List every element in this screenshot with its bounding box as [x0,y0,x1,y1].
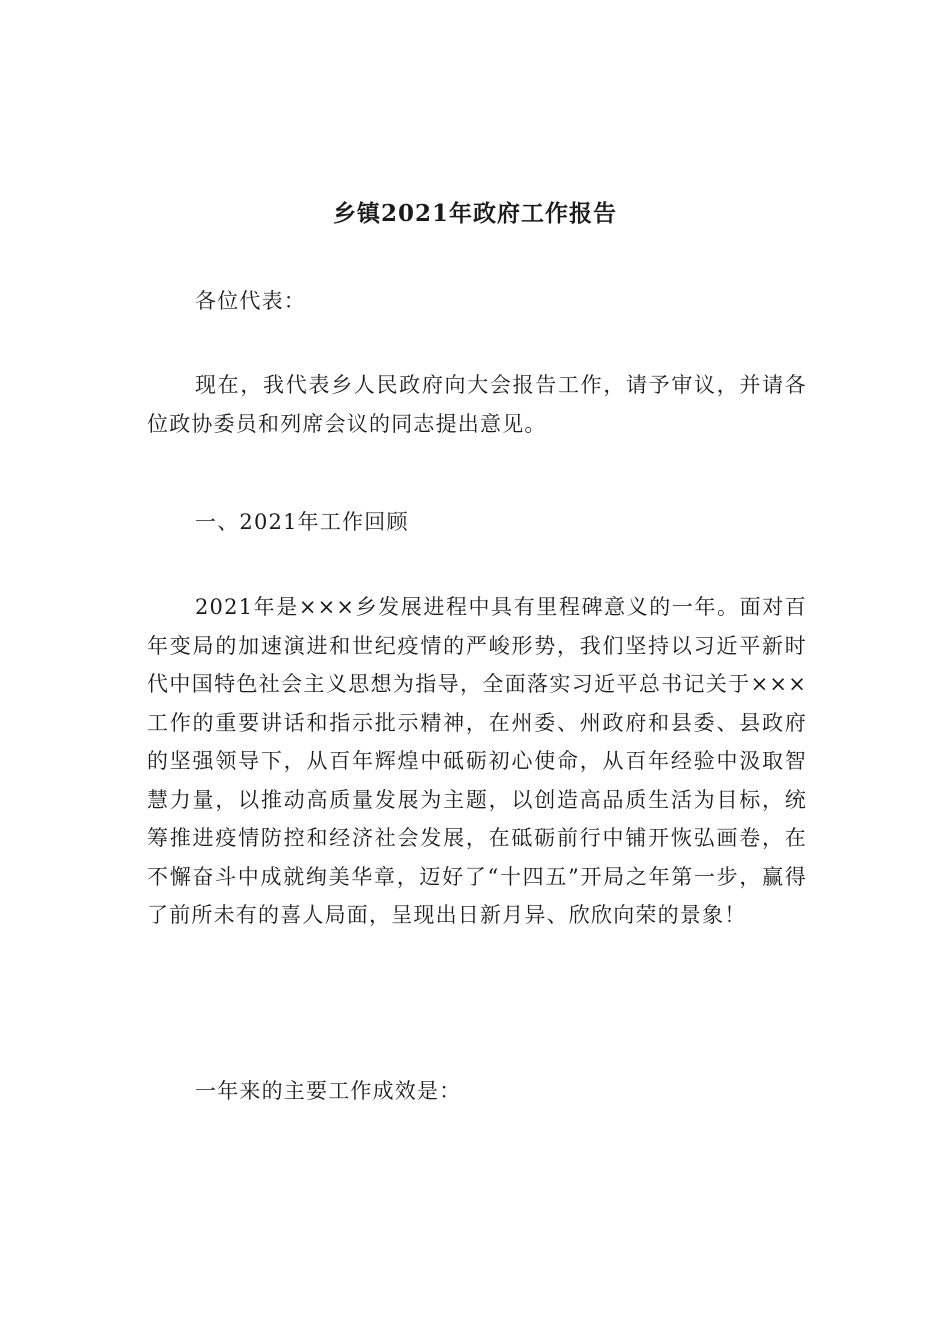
achievements-intro-paragraph: 一年来的主要工作成效是： [195,1079,462,1103]
review-paragraph: 2021年是×××乡发展进程中具有里程碑意义的一年。面对百年变局的加速演进和世纪疫情的严峻形势，我们坚持以习近平新时代中国特色社会主义思想为指导，全面落实习近平总书记关于×××工作的重要讲话和指示批示精神，在州委、州政府和县委、县政府的坚强领导下，从百年辉煌中砥砺初心使命，从百年经验中汲取智慧力量，以推动高质量发展为主题，以创造高品质生活为目标，统筹推进疫情防控和经济社会发展，在砥砺前行中铺开恢弘画卷，在不懈奋斗中成就绚美华章，迈好了“十四五”开局之年第一步，赢得了前所未有的喜人局面，呈现出日新月异、欣欣向荣的景象！ [147,595,807,927]
salutation-paragraph: 各位代表： [195,289,306,313]
section-heading: 一、2021年工作回顾 [195,510,409,534]
intro-paragraph: 现在，我代表乡人民政府向大会报告工作，请予审议，并请各位政协委员和列席会议的同志提出意见。 [147,373,807,436]
document-title: 乡镇2021年政府工作报告 [332,200,617,227]
